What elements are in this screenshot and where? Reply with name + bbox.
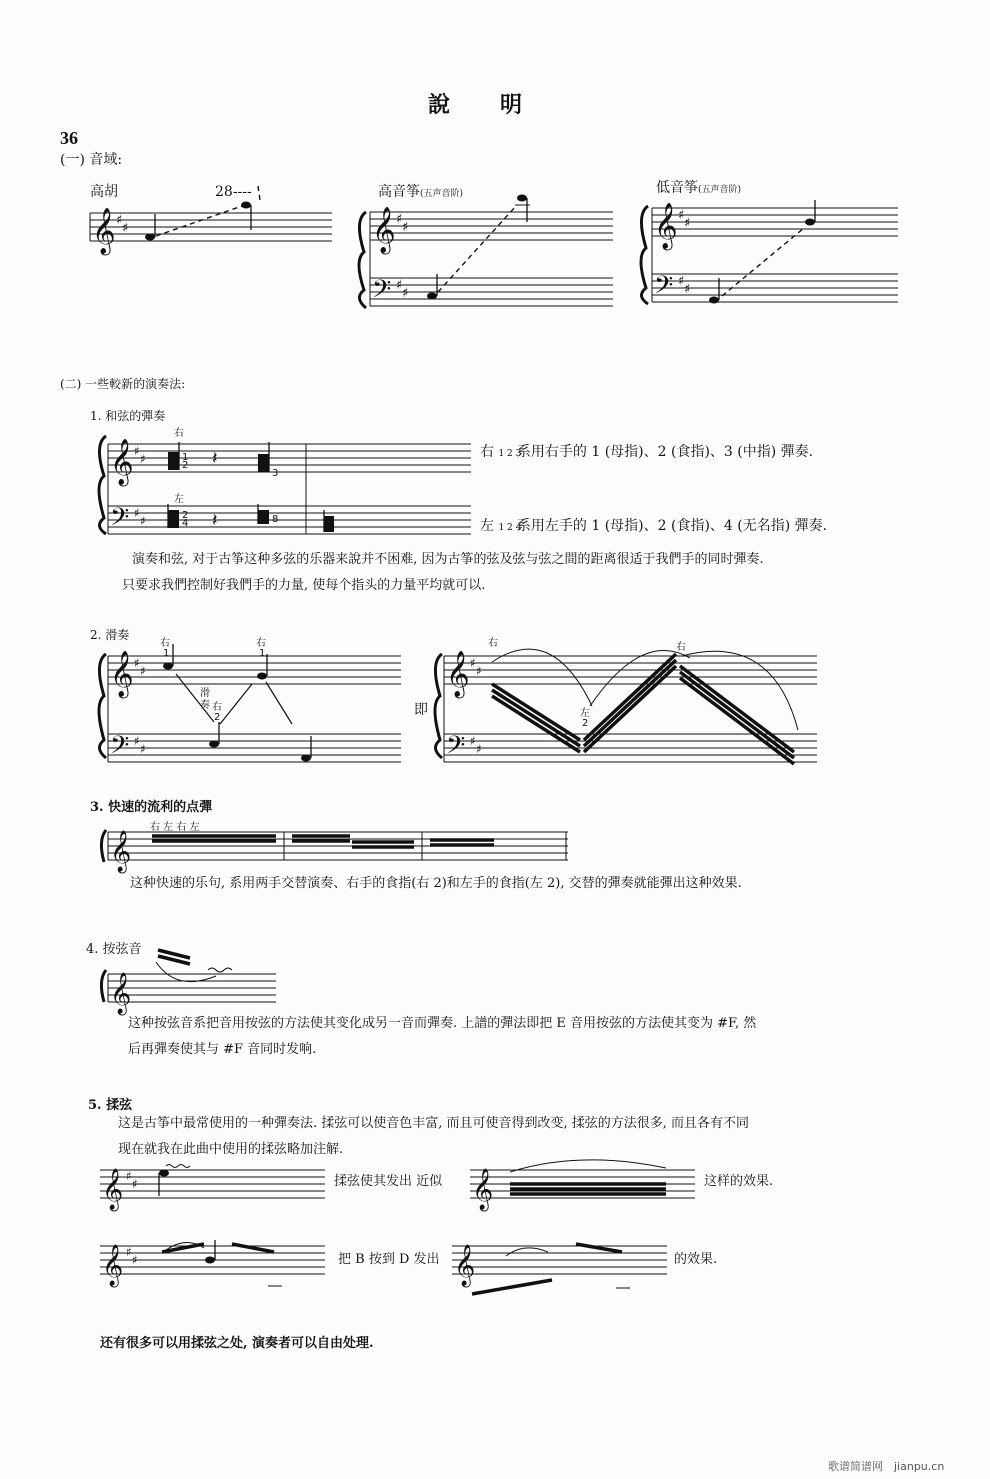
- svg-text:♯: ♯: [402, 220, 409, 235]
- gaoyin-staff: [358, 190, 618, 320]
- glide-title: 2. 滑奏: [90, 628, 130, 642]
- svg-text:右: 右: [174, 428, 184, 439]
- svg-text:♯: ♯: [134, 506, 140, 520]
- glide-staff-left: [96, 640, 406, 780]
- svg-text:𝄞: 𝄞: [102, 1169, 124, 1210]
- svg-text:左: 左: [580, 708, 590, 719]
- svg-text:𝄽: 𝄽: [212, 448, 218, 469]
- svg-text:3: 3: [272, 468, 279, 479]
- svg-text:♯: ♯: [402, 286, 409, 301]
- svg-text:♯: ♯: [140, 742, 146, 756]
- gaoyin-label: 高音筝(五声音阶): [378, 184, 464, 200]
- svg-text:𝄽: 𝄽: [212, 510, 218, 531]
- svg-text:𝄞: 𝄞: [92, 208, 116, 254]
- svg-text:𝄞: 𝄞: [454, 1245, 476, 1286]
- svg-text:♯: ♯: [134, 444, 140, 458]
- svg-text:𝄞: 𝄞: [654, 203, 678, 249]
- svg-text:右: 右: [676, 642, 686, 653]
- svg-text:♯: ♯: [684, 282, 691, 297]
- diyin-staff: [640, 192, 900, 322]
- svg-text:♯: ♯: [678, 274, 685, 289]
- vibrato-example-1-end: 这样的效果.: [704, 1174, 774, 1189]
- svg-text:♯: ♯: [134, 656, 140, 670]
- svg-text:♯: ♯: [134, 734, 140, 748]
- svg-text:𝄞: 𝄞: [110, 651, 134, 697]
- vibrato-title: 5. 揉弦: [88, 1098, 133, 1113]
- svg-text:♯: ♯: [476, 664, 482, 678]
- page-title: 說 明: [428, 92, 525, 118]
- svg-text:𝄞: 𝄞: [110, 439, 134, 485]
- vibrato-example-1-mid: 揉弦使其发出 近似: [334, 1174, 443, 1189]
- vibrato-example-2-mid: 把 B 按到 D 发出: [338, 1252, 440, 1267]
- svg-text:1: 1: [163, 648, 170, 659]
- vibrato-example-2-end: 的效果.: [674, 1252, 718, 1267]
- svg-text:2: 2: [182, 510, 189, 521]
- vibrato-example-2-result-staff: [452, 1236, 672, 1296]
- press-text-1: 这种按弦音系把音用按弦的方法使其变化成另一音而彈奏. 上譜的彈法即把 E 音用按弦的方法使其变为 #F, 然: [128, 1016, 757, 1031]
- range-heading: (一) 音域:: [60, 152, 123, 168]
- chord-text-2: 只要求我們控制好我們手的力量, 使每个指头的力量平均就可以.: [122, 578, 486, 593]
- gaohu-staff: [90, 208, 335, 258]
- svg-text:𝄞: 𝄞: [446, 651, 470, 697]
- chord-staff: [96, 426, 476, 546]
- svg-text:2: 2: [582, 718, 589, 729]
- svg-text:♯: ♯: [132, 1177, 138, 1191]
- svg-text:𝄢: 𝄢: [372, 275, 392, 310]
- svg-text:♯: ♯: [140, 452, 146, 466]
- page-number: 36: [60, 128, 78, 148]
- svg-text:♯: ♯: [140, 514, 146, 528]
- svg-text:右: 右: [160, 638, 170, 649]
- glide-staff-right: [432, 640, 822, 780]
- vibrato-example-1-staff: [100, 1160, 330, 1210]
- svg-text:♯: ♯: [684, 216, 691, 231]
- svg-text:1: 1: [182, 452, 189, 463]
- techniques-heading: (二) 一些較新的演奏法:: [60, 377, 186, 391]
- svg-text:𝄢: 𝄢: [654, 271, 674, 306]
- chord-text-1: 演奏和弦, 对于古筝这种多弦的乐器来說并不困难, 因为古筝的弦及弦与弦之間的距离很适于我們手的同时彈奏.: [132, 552, 764, 567]
- fast-hands-label: 右 左 右 左: [150, 822, 200, 833]
- svg-text:♯: ♯: [476, 742, 482, 756]
- svg-text:♯: ♯: [132, 1253, 138, 1267]
- vibrato-example-2-staff: [100, 1236, 330, 1296]
- fast-staff: [96, 830, 576, 870]
- press-text-2: 后再彈奏使其与 #F 音同时发响.: [128, 1042, 317, 1057]
- svg-text:右: 右: [488, 638, 498, 649]
- fast-title: 3. 快速的流利的点彈: [90, 800, 213, 815]
- svg-text:♯: ♯: [396, 278, 403, 293]
- glide-equals-label: 即: [414, 702, 428, 718]
- svg-text:滑: 滑: [200, 688, 210, 699]
- vibrato-closing: 还有很多可以用揉弦之处, 演奏者可以自由处理.: [100, 1336, 374, 1351]
- svg-text:𝄞: 𝄞: [102, 1245, 124, 1286]
- svg-text:♯: ♯: [396, 212, 403, 227]
- gaohu-octave-mark: 28----: [215, 184, 252, 200]
- svg-text:右: 右: [212, 702, 222, 713]
- svg-text:左: 左: [174, 494, 184, 505]
- svg-text:右: 右: [256, 638, 266, 649]
- chord-title: 1. 和弦的彈奏: [90, 409, 166, 423]
- diyin-label: 低音筝(五声音阶): [656, 180, 742, 196]
- vibrato-text-1: 这是古筝中最常使用的一种彈奏法. 揉弦可以使音色丰富, 而且可使音得到改变, 揉弦的方法很多, 而且各有不同: [118, 1116, 750, 1131]
- svg-text:4: 4: [182, 518, 189, 529]
- svg-text:♯: ♯: [470, 656, 476, 670]
- fast-text: 这种快速的乐句, 系用两手交替演奏、右手的食指(右 2)和左手的食指(左 2), 交替的彈奏就能彈出这种效果.: [130, 876, 742, 891]
- svg-text:♯: ♯: [470, 734, 476, 748]
- svg-text:♯: ♯: [126, 1245, 132, 1259]
- svg-text:𝄢: 𝄢: [110, 731, 130, 766]
- svg-text:2: 2: [214, 712, 221, 723]
- vibrato-example-1-result-staff: [470, 1160, 700, 1210]
- chord-left-label: 左 1 2 4 系用左手的 1 (母指)、2 (食指)、4 (无名指) 彈奏.: [480, 518, 828, 534]
- svg-text:2: 2: [182, 460, 189, 471]
- svg-text:𝄞: 𝄞: [110, 973, 132, 1014]
- svg-text:𝄢: 𝄢: [446, 731, 466, 766]
- svg-text:♯: ♯: [140, 664, 146, 678]
- watermark-text: 歌谱简谱网 jianpu.cn: [828, 1460, 945, 1473]
- press-title: 4. 按弦音: [86, 942, 142, 957]
- svg-text:♯: ♯: [122, 221, 129, 236]
- svg-text:8: 8: [272, 514, 279, 525]
- gaohu-label: 高胡: [90, 184, 118, 200]
- svg-text:𝄞: 𝄞: [110, 831, 132, 872]
- svg-text:奏: 奏: [200, 700, 210, 711]
- svg-text:♯: ♯: [126, 1169, 132, 1183]
- press-staff: [96, 942, 296, 1012]
- svg-text:𝄞: 𝄞: [472, 1169, 494, 1210]
- vibrato-text-2: 现在就我在此曲中使用的揉弦略加注解.: [118, 1142, 344, 1157]
- svg-text:𝄢: 𝄢: [110, 503, 130, 538]
- svg-text:𝄞: 𝄞: [372, 207, 396, 253]
- svg-text:♯: ♯: [678, 208, 685, 223]
- chord-right-label: 右 1 2 3 系用右手的 1 (母指)、2 (食指)、3 (中指) 彈奏.: [480, 444, 814, 460]
- svg-text:1: 1: [259, 648, 266, 659]
- svg-text:♯: ♯: [116, 213, 123, 228]
